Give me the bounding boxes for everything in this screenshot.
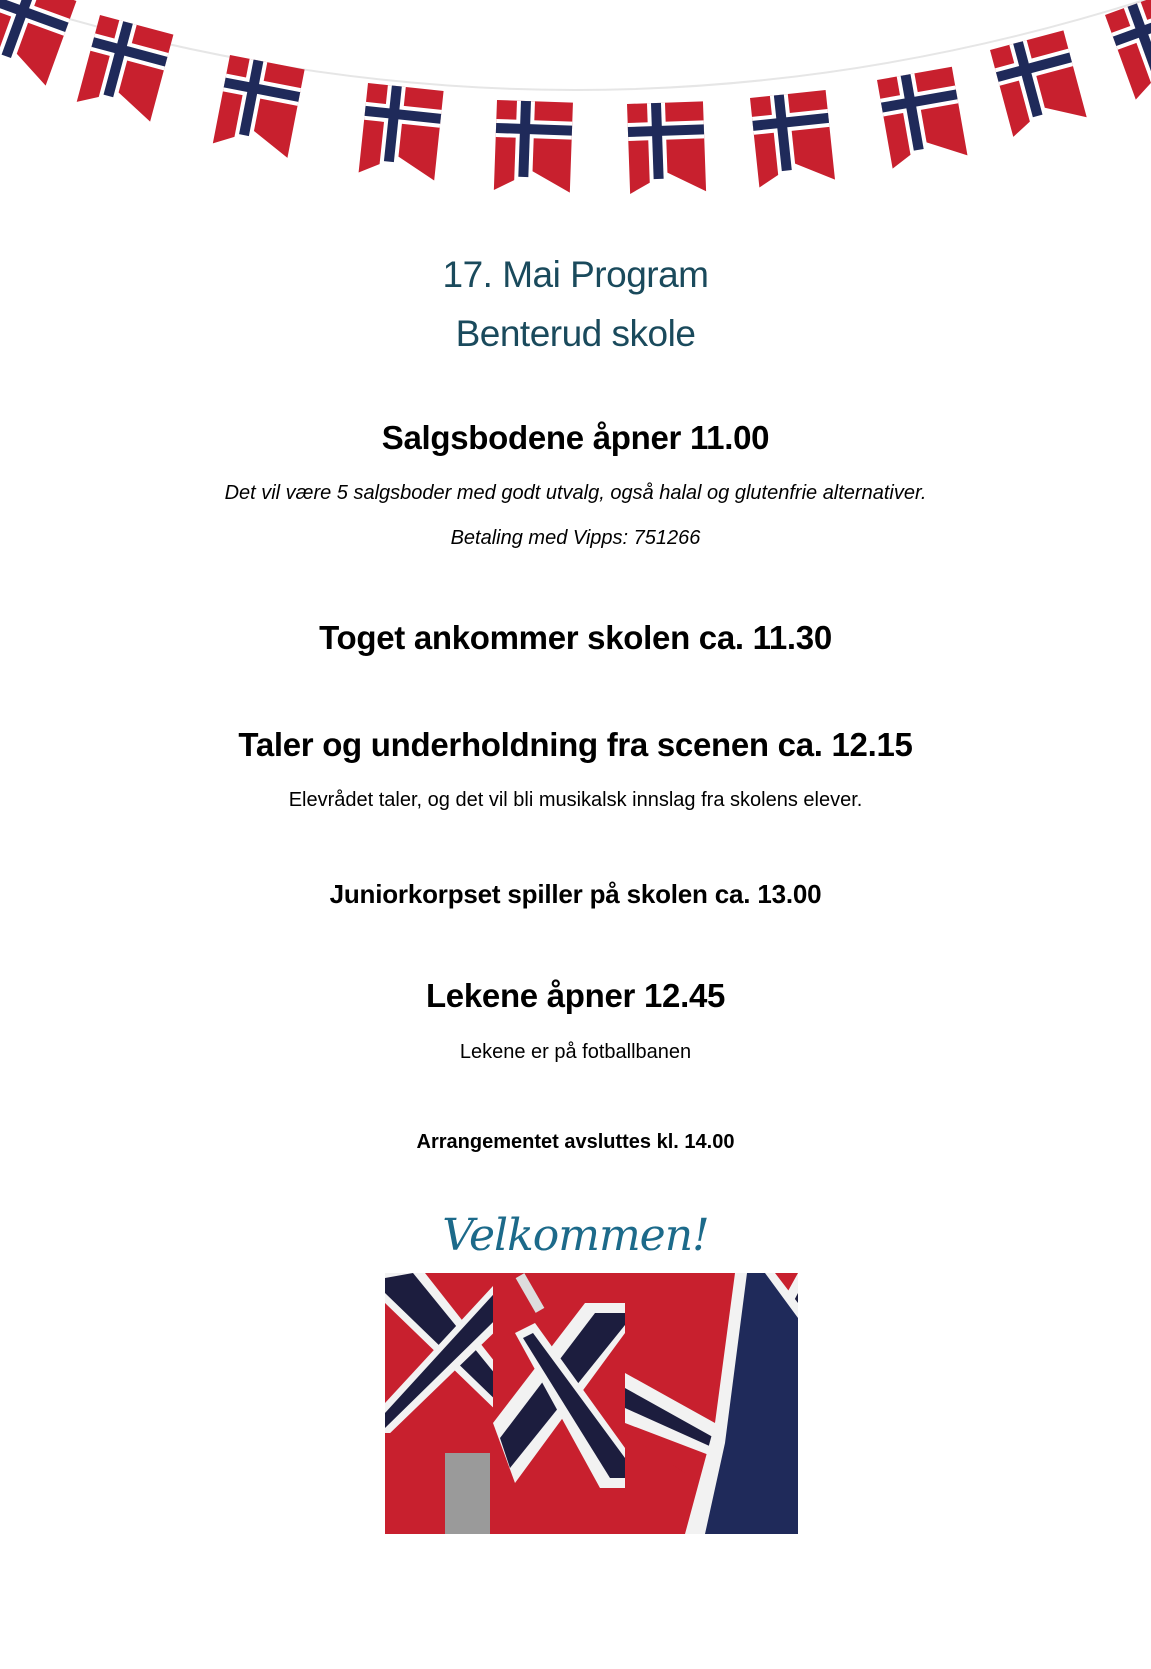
- welcome-text: Velkommen!: [442, 1210, 709, 1261]
- program-heading-taler: Taler og underholdning fra scenen ca. 12.15: [238, 726, 913, 763]
- program-heading-salgsboder: Salgsbodene åpner 11.00: [381, 419, 770, 456]
- page-title: 17. Mai Program: [442, 254, 709, 295]
- program-heading-juniorkorpset: Juniorkorpset spiller på skolen ca. 13.00: [329, 879, 822, 909]
- norwegian-flags-photo: [385, 1273, 798, 1534]
- program-detail-lekene: Lekene er på fotballbanen: [459, 1041, 692, 1063]
- program-heading-avslutning: Arrangementet avsluttes kl. 14.00: [416, 1131, 735, 1153]
- flag-bunting-icon: [0, 0, 1151, 215]
- program-detail-salgsboder: Det vil være 5 salgsboder med godt utvalg, også halal og glutenfrie alternativer.: [224, 482, 927, 504]
- page-subtitle: Benterud skole: [455, 313, 696, 354]
- program-detail-vipps: Betaling med Vipps: 751266: [450, 527, 701, 549]
- flags-photo-icon: [385, 1273, 798, 1534]
- program-heading-toget: Toget ankommer skolen ca. 11.30: [319, 619, 832, 656]
- program-detail-taler: Elevrådet taler, og det vil bli musikalsk innslag fra skolens elever.: [288, 789, 863, 811]
- program-heading-lekene: Lekene åpner 12.45: [425, 977, 726, 1014]
